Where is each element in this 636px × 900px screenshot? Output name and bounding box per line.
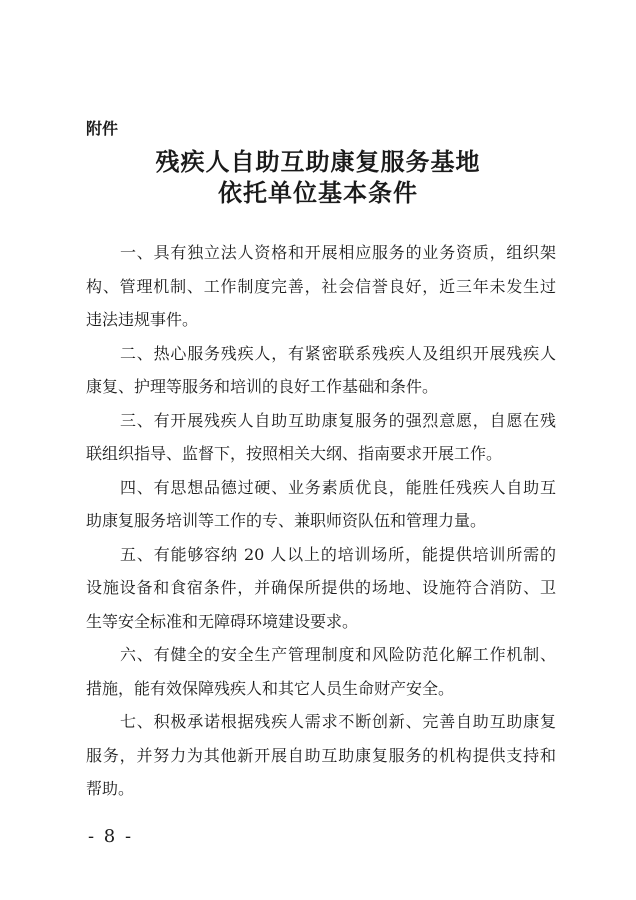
paragraph (86, 404, 556, 471)
document-title-line-2: 依托单位基本条件 (218, 178, 418, 207)
paragraph-line: 六、有健全的安全生产管理制度和风险防范化解工作机制、 (120, 645, 556, 664)
paragraph-line: 五、有能够容纳 20 人以上的培训场所，能提供培训所需的 (120, 544, 556, 564)
paragraph (86, 471, 556, 538)
paragraph-line: 帮助。 (86, 779, 135, 798)
paragraph-line: 违法违规事件。 (86, 310, 199, 329)
document-body (86, 236, 556, 806)
paragraph (86, 638, 556, 705)
paragraph-line: 助康复服务培训等工作的专、兼职师资队伍和管理力量。 (86, 511, 487, 530)
paragraph (86, 337, 556, 404)
paragraph (86, 538, 556, 639)
paragraph-line: 联组织指导、监督下，按照相关大纲、指南要求开展工作。 (86, 444, 503, 463)
paragraph-line: 措施，能有效保障残疾人和其它人员生命财产安全。 (86, 678, 455, 698)
attachment-label: 附件 (86, 119, 119, 138)
paragraph-line: 三、有开展残疾人自助互助康复服务的强烈意愿，自愿在残 (120, 410, 556, 430)
paragraph (86, 705, 556, 806)
paragraph-line: 生等安全标准和无障碍环境建设要求。 (86, 611, 359, 631)
paragraph (86, 236, 556, 337)
page-number: - 8 - (88, 826, 134, 847)
paragraph-line: 服务，并努力为其他新开展自助互助康复服务的机构提供支持和 (86, 745, 556, 765)
paragraph-line: 四、有思想品德过硬、业务素质优良，能胜任残疾人自助互 (120, 477, 556, 497)
paragraph-line: 构、管理机制、工作制度完善，社会信誉良好，近三年未发生过 (86, 276, 556, 296)
paragraph-line: 设施设备和食宿条件，并确保所提供的场地、设施符合消防、卫 (86, 578, 556, 597)
paragraph-line: 一、具有独立法人资格和开展相应服务的业务资质，组织架 (120, 243, 556, 262)
paragraph-line: 康复、护理等服务和培训的良好工作基础和条件。 (86, 377, 439, 396)
paragraph-line: 二、热心服务残疾人，有紧密联系残疾人及组织开展残疾人 (120, 343, 556, 363)
document-title-line-1: 残疾人自助互助康复服务基地 (155, 147, 481, 176)
paragraph-line: 七、积极承诺根据残疾人需求不断创新、完善自助互助康复 (120, 712, 556, 731)
